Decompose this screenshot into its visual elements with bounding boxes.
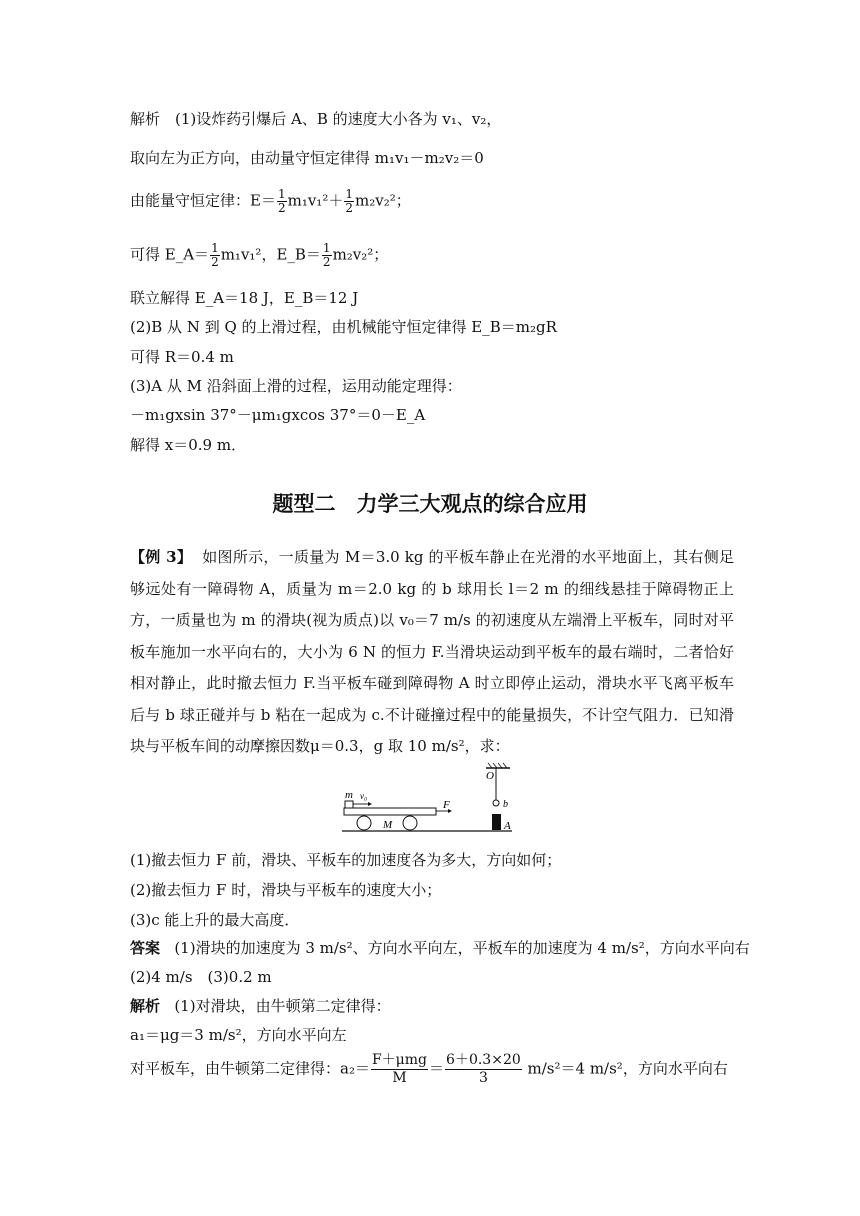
fraction-a2: $\frac{\text{F＋μmg}}{M}$ [371,1052,428,1086]
section-title: 题型二 力学三大观点的综合应用 [272,492,588,516]
solution-line-10: 解得 x＝0.9 m． [130,436,247,454]
label-m: m [345,789,353,801]
obstacle-A [492,814,501,830]
answer-label: 答案 [130,939,161,957]
wheel-left [357,816,371,830]
solution-line-9: －m₁gxsin 37°－μm₁gxcos 37°＝0－E_A [130,406,426,424]
solution-line-7: 可得 R＝0.4 m [130,348,234,366]
label-v0: v₀ [360,791,368,801]
solution-line-6: (2)B 从 N 到 Q 的上滑过程，由机械能守恒定律得 E_B＝m₂gR [130,318,557,336]
fraction-half: $\frac{1}{2}$ [345,187,353,215]
example-text: 如图所示，一质量为 M＝3.0 kg 的平板车静止在光滑的水平地面上，其右侧足够远处有一障碍物 A，质量为 m＝2.0 kg 的 b 球用长 l＝2 m 的细线悬挂于障碍物正上方，一质量也为 m 的滑块(视为质点)以 v₀＝7 m/s 的初速度从左端滑上平板车，同时对平板车施加一水平向右的，大小为 6 N 的恒力 F.当滑块运动到平板车的最右端时，二者恰好相对静止，此时撤去恒力 F.当平板车碰到障碍物 A 时立即停止运动，滑块水平飞离平板车后与 b 球正碰并与 b 粘在一起成为 c.不计碰撞过程中的能量损失，不计空气阻力．已知滑块与平板车间的动摩擦因数μ＝0.3，g 取 10 m/s²，求： [130,548,734,755]
example-paragraph [130,542,734,763]
fraction-half: $\frac{1}{2}$ [277,187,286,215]
solution-line-5: 联立解得 E_A＝18 J，E_B＝12 J [130,289,359,307]
solution2-line-1: 解析 (1)对滑块，由牛顿第二定律得： [130,997,391,1015]
answer-line-1: 答案 (1)滑块的加速度为 3 m/s²、方向水平向左，平板车的加速度为 4 m/s²，方向水平向右 [130,939,750,957]
fraction-half: $\frac{1}{2}$ [322,241,331,269]
solution-line-1: 解析 (1)设炸药引爆后 A、B 的速度大小各为 v₁、v₂， [130,110,502,128]
label-b: b [503,799,508,810]
solution-line-3: 由能量守恒定律：E＝ $\frac{1}{2}$ m₁v₁²＋ $\frac{1}{2}$ m₂v₂²； [130,187,411,215]
slider-block [345,801,353,808]
solution-line-4: 可得 E_A＝ $\frac{1}{2}$ m₁v₁²，E_B＝ $\frac{1}{2}$ m₂v₂²； [130,241,389,269]
label-F: F [443,799,450,811]
label-A: A [504,820,511,832]
wheel-right [403,816,417,830]
question-3: (3)c 能上升的最大高度． [130,911,300,929]
solution2-line-3: 对平板车，由牛顿第二定律得：a₂＝ $\frac{\text{F＋μmg}}{M}$ ＝ $\frac{6+0.3\times 20}{3}$ m/s²＝4 m/s²，方向水平向右 [130,1052,728,1086]
cart-plate [344,808,436,815]
fraction-half: $\frac{1}{2}$ [211,241,219,269]
solution2-line-2: a₁＝μg＝3 m/s²，方向水平向左 [130,1026,347,1044]
fraction-a2-value: $\frac{6+0.3\times 20}{3}$ [446,1052,521,1086]
question-1: (1)撤去恒力 F 前，滑块、平板车的加速度各为多大，方向如何； [130,851,562,869]
cart-diagram [340,760,520,838]
solution-line-2: 取向左为正方向，由动量守恒定律得 m₁v₁－m₂v₂＝0 [130,149,484,167]
example-label: 【例 3】 [130,548,193,566]
answer-line-2: (2)4 m/s (3)0.2 m [130,968,272,986]
question-2: (2)撤去恒力 F 时，滑块与平板车的速度大小； [130,881,442,899]
label-M: M [383,819,393,831]
solution-label: 解析 [130,997,161,1015]
label-O: O [486,770,494,782]
solution-line-8: (3)A 从 M 沿斜面上滑的过程，运用动能定理得： [130,377,462,395]
